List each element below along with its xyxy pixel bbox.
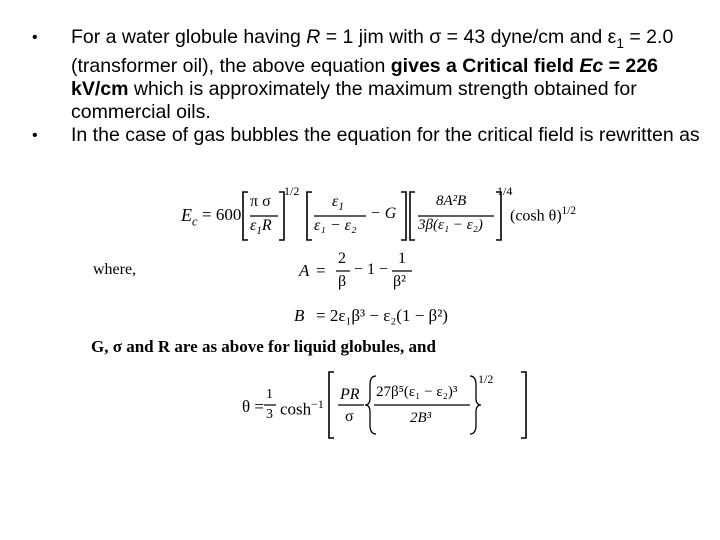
eqT-inner-num: 27β⁵(ε₁ − ε₂)³ <box>376 384 458 400</box>
eqT-inner-den: 2B³ <box>410 410 432 426</box>
eqB-lhs: B <box>294 306 305 325</box>
bullet-segment: which is approximately the maximum strength obtained for commercial oils. <box>71 77 637 123</box>
eq1-frac2-den: ε₁ − ε₂ <box>314 217 357 234</box>
eq1-frac1-den: $\varepsilon_1R$ <box>250 217 272 238</box>
eq1-exp2: 1/4 <box>497 184 513 198</box>
bullet-segment: = 2.0 (transformer oil), the above equation <box>71 26 674 77</box>
eqA-lhs: A <box>299 261 310 280</box>
bullet-segment: For a water globule having <box>71 26 307 48</box>
eqA-frac2-num: 1 <box>398 250 406 267</box>
bullet-segment: R <box>306 26 321 48</box>
bullet-marker: • <box>32 29 38 46</box>
bullet-segment: = 226 kV/cm <box>71 54 658 100</box>
eqT-lhs: θ = <box>242 397 264 416</box>
eqT-exp: 1/2 <box>478 372 494 386</box>
where-label: where, <box>93 261 137 278</box>
bullet-marker: • <box>32 126 38 144</box>
note-line: G, σ and R are as above for liquid globules, and <box>91 337 436 356</box>
eqT-frac-den: 3 <box>266 407 273 422</box>
eq1-minus-g: − G <box>370 205 397 222</box>
bullet-segment: In the case of gas bubbles the equation for the critical field is rewritten as <box>71 123 700 146</box>
eq1-tail: (cosh θ)$^{1/2}$ <box>510 205 576 225</box>
eqT-fn: $\cosh^{-1}$ <box>280 397 324 419</box>
eq1-coef: = 600 <box>202 205 242 224</box>
eqA-mid: − 1 − <box>354 261 389 278</box>
eq1-frac3-num: 8A²B <box>436 193 467 209</box>
eqT-pr-den: σ <box>345 408 354 425</box>
eq1-exp1: 1/2 <box>284 184 300 198</box>
eqA-frac1-den: β <box>338 273 347 290</box>
eqT-frac-num: 1 <box>266 387 273 402</box>
eqB-rhs: = 2ε₁β³ − ε₂(1 − β²) <box>316 306 448 325</box>
eq1-frac2-num: $\varepsilon_1$ <box>332 193 344 214</box>
eqA-frac1-num: 2 <box>338 250 346 267</box>
eq1-frac1-num: π σ <box>250 193 271 210</box>
eqA-eq: = <box>316 261 326 280</box>
bullet-segment: = 1 jim with σ = 43 dyne/cm and ε <box>320 26 617 48</box>
eq1-frac3-den: 3β(ε₁ − ε₂) <box>418 217 483 233</box>
bullet-segment: Ec <box>579 54 604 77</box>
eqA-frac2-den: β² <box>393 273 406 290</box>
eq1-lhs: $E_c$ <box>181 205 198 229</box>
bullet-segment: 1 <box>616 35 624 51</box>
eqT-pr-num: PR <box>340 386 360 403</box>
bullet-segment: gives a Critical field <box>390 54 580 77</box>
